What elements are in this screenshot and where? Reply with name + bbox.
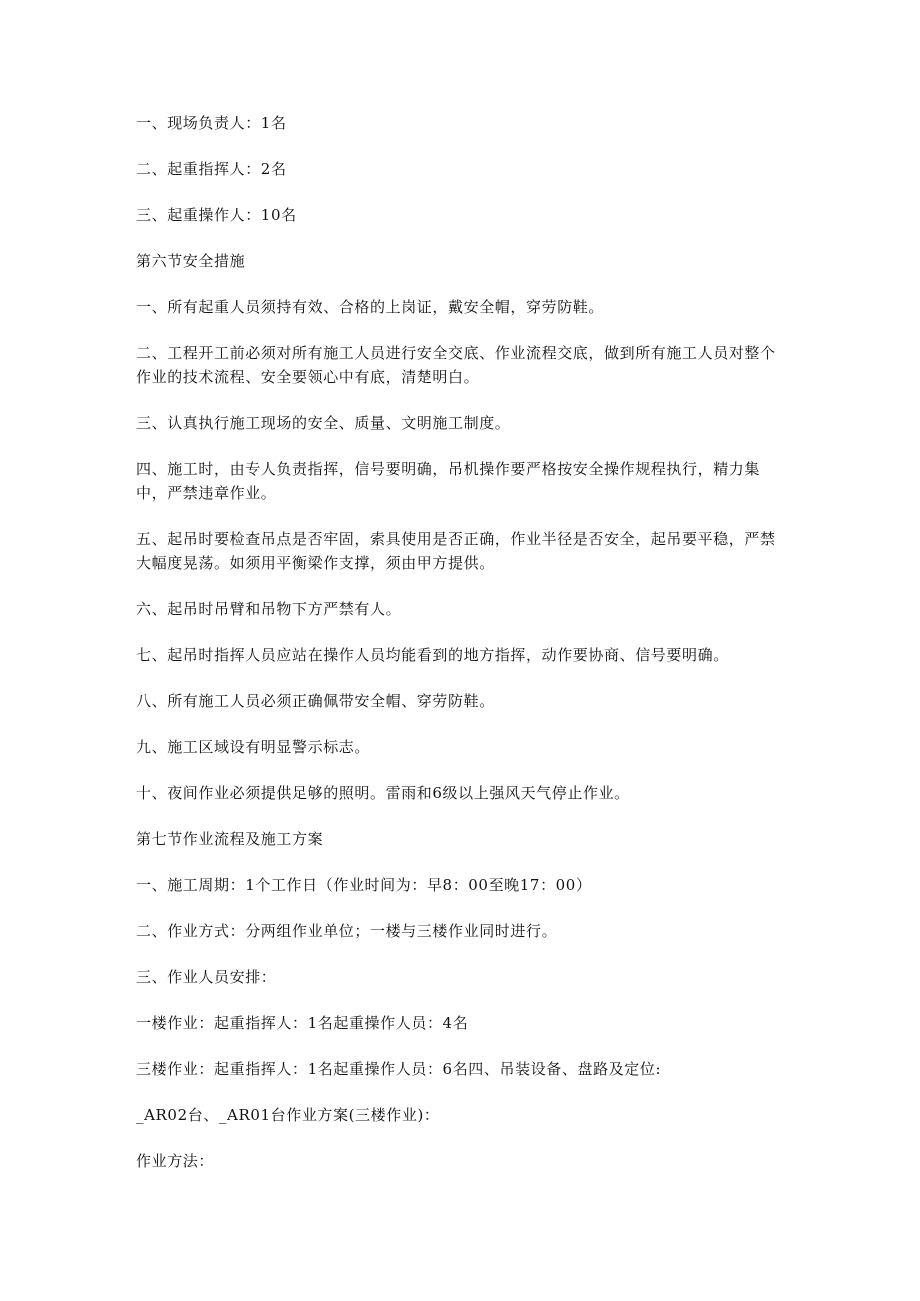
document-body — [136, 111, 786, 1173]
safety-item-10: 十、夜间作业必须提供足够的照明。雷雨和6级以上强风天气停止作业。 — [136, 784, 630, 802]
section-heading-safety: 第六节安全措施 — [136, 252, 246, 270]
safety-item-9: 九、施工区域设有明显警示标志。 — [136, 738, 371, 756]
section-heading-workflow: 第七节作业流程及施工方案 — [136, 830, 324, 848]
safety-item-5: 五、起吊时要检查吊点是否牢固，索具使用是否正确，作业半径是否安全，起吊要平稳，严禁大幅度晃荡。如须用平衡梁作支撑，须由甲方提供。 — [136, 530, 776, 572]
safety-item-2: 二、工程开工前必须对所有施工人员进行安全交底、作业流程交底，做到所有施工人员对整个作业的技术流程、安全要领心中有底，清楚明白。 — [136, 344, 776, 386]
staffing-first-floor: 一楼作业：起重指挥人：1名起重操作人员：4名 — [136, 1014, 469, 1032]
safety-item-3: 三、认真执行施工现场的安全、质量、文明施工制度。 — [136, 414, 511, 432]
staffing-third-floor: 三楼作业：起重指挥人：1名起重操作人员：6名四、吊装设备、盘路及定位: — [136, 1060, 662, 1078]
equipment-plan-heading: _AR02台、_AR01台作业方案(三楼作业)： — [136, 1106, 440, 1124]
list-item-site-manager: 一、现场负责人：1名 — [136, 114, 287, 132]
list-item-lifting-commander: 二、起重指挥人：2名 — [136, 160, 287, 178]
safety-item-1: 一、所有起重人员须持有效、合格的上岗证，戴安全帽，穿劳防鞋。 — [136, 298, 605, 316]
workflow-item-staffing: 三、作业人员安排： — [136, 968, 277, 986]
workflow-item-method: 二、作业方式：分两组作业单位；一楼与三楼作业同时进行。 — [136, 922, 558, 940]
workflow-item-period: 一、施工周期：1个工作日（作业时间为：早8：00至晚17：00） — [136, 876, 592, 894]
safety-item-6: 六、起吊时吊臂和吊物下方严禁有人。 — [136, 600, 402, 618]
safety-item-7: 七、起吊时指挥人员应站在操作人员均能看到的地方指挥，动作要协商、信号要明确。 — [136, 646, 729, 664]
safety-item-8: 八、所有施工人员必须正确佩带安全帽、穿劳防鞋。 — [136, 692, 495, 710]
work-method-label: 作业方法： — [136, 1152, 215, 1170]
list-item-lifting-operator: 三、起重操作人：10名 — [136, 206, 297, 224]
safety-item-4: 四、施工时，由专人负责指挥，信号要明确，吊机操作要严格按安全操作规程执行，精力集中，严禁违章作业。 — [136, 460, 761, 502]
